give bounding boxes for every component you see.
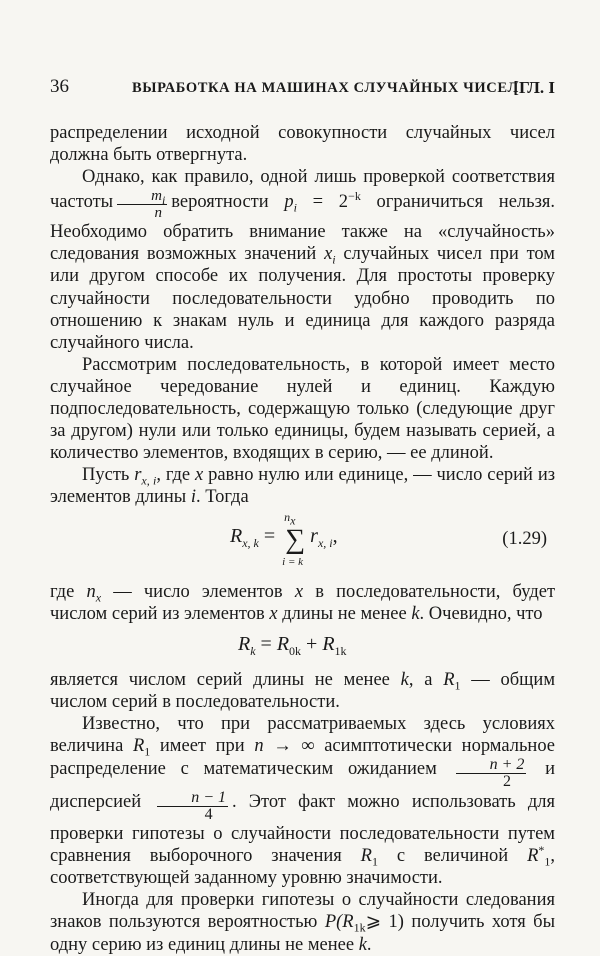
- paragraph-8: Иногда для проверки гипотезы о случайности следования знаков пользуются вероятностью $P(R_{1k}⩾$ 1) получить хотя бы одну серию из единиц длины не менее k.: [50, 890, 556, 955]
- running-title: ВЫРАБОТКА НА МАШИНАХ СЛУЧАЙНЫХ ЧИСЕЛ: [132, 80, 519, 96]
- paragraph-1: распределении исходной совокупности случайных чисел должна быть отвергнута.: [50, 123, 555, 166]
- paragraph-6: является числом серий длины не менее k, а $R_1$ — общим числом серий в последовательности.: [50, 669, 556, 712]
- page-number: 36: [50, 76, 69, 97]
- formula-1-29: $R_{x, k}$ = $n_x$ ∑ i = k $r_{x, i}$, (1.29): [230, 509, 547, 568]
- equation-number: (1.29): [502, 528, 547, 549]
- paragraph-5: где $n_x$ — число элементов x в последовательности, будет числом серий из элементов x длины не менее k. Очевидно, что: [50, 581, 556, 624]
- fraction-mi-n: $\frac{m_i}{n}$: [117, 188, 167, 221]
- paragraph-7: Известно, что при рассматриваемых здесь условиях величина $R_1$ имеет при n → ∞ асимптотически нормальное распределение с математическим ожиданием $\frac{n + 2}{2}$ и дисперсией $\frac{n - 1}{4}$ . Этот факт можно использовать для проверки гипотезы о случайности последовательности путем сравнения выборочного значения $R_1$ с величиной $R^*_1$, соответствующей заданному уровню значимости.: [50, 713, 556, 889]
- formula-rk: $R_k = R_{0k} + R_{1k}$: [238, 632, 347, 658]
- paragraph-2: Однако, как правило, одной лишь проверкой соответствия частоты $\frac{m_i}{n}$ вероятности $p_i = 2^{-k}$ ограничиться нельзя. Необходимо обратить внимание также на «случайность» следования возможных значений $x_i$ случайных чисел при том или другом способе их получения. Для простоты проверку случайности последовательности удобно проводить по отношению к знакам нуль и единица для каждого разряда случайного числа.: [50, 167, 556, 353]
- sum-sign: $n_x$ ∑ i = k: [282, 509, 306, 568]
- page-header: [50, 76, 555, 102]
- fraction-variance: $\frac{n - 1}{4}$: [157, 790, 228, 823]
- paragraph-4: Пусть $r_{x, i}$, где x равно нулю или единице, — число серий из элементов длины i. Тогда: [50, 465, 556, 508]
- fraction-mean: $\frac{n + 2}{2}$: [456, 757, 527, 790]
- page-body: [50, 122, 555, 956]
- chapter-label: [ГЛ. I: [513, 78, 555, 97]
- paragraph-3: Рассмотрим последовательность, в которой имеет место случайное чередование нулей и единиц. Каждую подпоследовательность, содержащую только (следующие друг за другом) нули или только единицы, будем называть серией, а количество элементов, входящих в серию, — ее длиной.: [50, 354, 555, 464]
